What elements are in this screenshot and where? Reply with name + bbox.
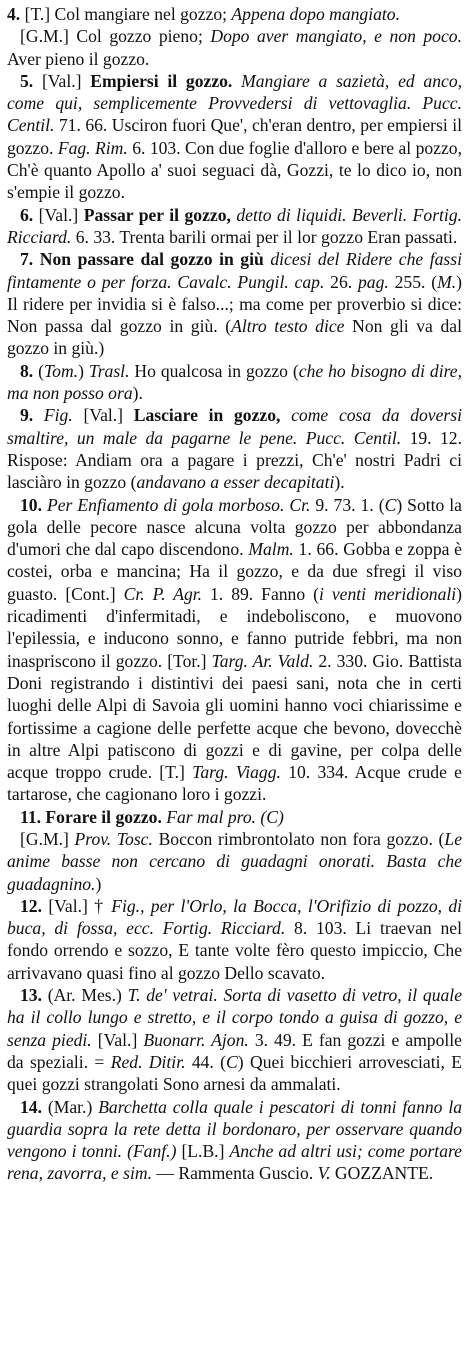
entry-text-segment: 2. 330. Gio. Battista Doni registrando i distintivi dei paesi sani, nota che in certi luoghi delle Alpi di Savoia gli uomini hanno voci chiarissime e fortissime a cagione delle perfette acque che bevono, dovecchè in altre Alpi patiscono di gozzi e di gavine, per colpa delle acque troppo crude. [T.] xyxy=(7,650,462,783)
entry-text-segment: ). xyxy=(334,472,345,493)
entry-text-segment: 6. xyxy=(20,204,39,225)
dictionary-entry-e14 xyxy=(7,1096,462,1185)
entry-text-segment: 12. xyxy=(20,895,49,916)
entry-text-segment: Far mal pro. (C) xyxy=(161,806,284,827)
dictionary-entry-e7 xyxy=(7,248,462,359)
entry-text-segment: Ho qualcosa in gozzo ( xyxy=(129,360,299,381)
entry-text-segment: 44. ( xyxy=(185,1051,227,1072)
entry-text-segment: che ho bisogno di dire, ma non posso ora xyxy=(7,360,463,404)
entry-text-segment: Aver pieno il gozzo. xyxy=(7,48,150,69)
entry-text-segment: 26. xyxy=(324,271,358,292)
entry-text-segment: [G.M.] Col gozzo pieno; xyxy=(20,26,211,47)
entry-text-segment: Per Enfiamento di gola morboso. Cr. xyxy=(46,494,311,515)
entry-text-segment: Lasciare in gozzo, xyxy=(133,405,281,426)
entry-text-segment: 7. Non passare dal gozzo in giù xyxy=(20,249,264,270)
entry-text-segment: 1. 89. Fanno ( xyxy=(202,583,319,604)
dictionary-entry-e4gm xyxy=(7,25,462,70)
entry-text-segment: Le anime basse non cercano di guadagni onorati. Basta che guadagnino. xyxy=(7,828,462,894)
entry-text-segment: 8. 103. Li traevan nel fondo orrendo e sozzo, E tante volte fèro questo impiccio, Che arrivavano quasi fino al gozzo Dello scavato. xyxy=(7,918,462,983)
entry-text-segment: Prov. Tosc. xyxy=(74,828,153,849)
entry-text-segment: V. xyxy=(317,1163,331,1184)
dictionary-entry-e5 xyxy=(7,70,462,204)
entry-text-segment: Fig., per l'Orlo, la Bocca, l'Orifizio di pozzo, di buca, di fossa, ecc. Fortig. Ricciard. xyxy=(7,895,463,939)
dictionary-entry-e12 xyxy=(7,895,462,984)
entry-text-segment: i venti meridionali xyxy=(319,583,457,604)
entry-text-segment: Altro testo dice xyxy=(231,316,345,337)
entry-text-segment: 71. 66. Usciron fuori Que', ch'eran dentro, per empiersi il gozzo. xyxy=(7,115,462,158)
dictionary-entry-e8 xyxy=(7,360,462,405)
entry-text-segment: [Val.] xyxy=(72,405,134,426)
entry-text-segment: 13. xyxy=(20,985,48,1006)
entry-text-segment: [G.M.] xyxy=(20,828,75,849)
entry-text-segment: pag. xyxy=(358,271,389,292)
entry-text-segment: Non gli va dal gozzo in giù.) xyxy=(7,316,462,359)
entry-text-segment: Anche ad altri usi; come portare rena, zavorra, e sim. xyxy=(7,1141,462,1184)
entry-text-segment: [Val.] † xyxy=(48,895,112,916)
entry-text-segment: Passar per il gozzo, xyxy=(83,204,231,225)
entry-text-segment: 9. xyxy=(20,405,44,426)
entry-text-segment: Fig. xyxy=(43,405,73,426)
entry-text-segment: (Mar.) xyxy=(47,1096,99,1117)
entry-text-segment: ) Sotto la gola delle pecore nasce alcuna volta gozzo per abbondanza d'umori che dal capo discendono. xyxy=(7,494,462,560)
entry-text-segment: ( xyxy=(38,360,44,381)
entry-text-segment: C xyxy=(226,1051,238,1072)
entry-text-segment: Malm. xyxy=(248,539,294,560)
dictionary-entry-e9 xyxy=(7,404,462,493)
entry-text-segment: ) Il ridere per invidia si è falso...; ma come per proverbio si dice: Non passa dal gozzo in giù. ( xyxy=(7,271,463,337)
entry-text-segment: 9. 73. 1. ( xyxy=(310,494,385,515)
entry-text-segment: Buonarr. Ajon. xyxy=(143,1029,249,1050)
entry-text-segment: ) Quei bicchieri arrovesciati, E quei gozzi strangolati Sono arnesi da ammalati. xyxy=(7,1051,462,1095)
entry-text-segment: ) xyxy=(78,360,89,381)
entry-text-segment: Cr. P. Agr. xyxy=(123,583,203,604)
entry-text-segment: ). xyxy=(132,383,143,404)
dictionary-entry-e4 xyxy=(7,3,462,25)
entry-text-segment: Forare il gozzo. xyxy=(45,806,162,827)
dictionary-entry-e6 xyxy=(7,204,462,249)
entry-text-segment: ) ricadimenti d'infermitadi, e indeboliscono, e muovono l'epilessia, e inducono sonno, e fanno putride febbri, ma non inaspriscono il gozzo. [Tor.] xyxy=(7,583,463,671)
entry-text-segment: Tom. xyxy=(44,360,79,381)
entry-text-segment: Mangiare a sazietà, ed anco, come qui, semplicemente Provvedersi di vettovaglia. Pucc. Centil. xyxy=(7,70,463,136)
entry-text-segment: 255. ( xyxy=(388,271,438,292)
entry-text-segment: Empiersi il gozzo. xyxy=(90,70,233,91)
entry-text-segment: come cosa da doversi smaltire, un male da pagarne le pene. Pucc. Centil. xyxy=(7,405,462,448)
entry-text-segment: 11. xyxy=(20,806,46,827)
entry-text-segment: Targ. Viagg. xyxy=(192,762,281,783)
entry-text-segment: Boccon rimbrontolato non fora gozzo. ( xyxy=(152,828,445,849)
entry-text-segment: 3. 49. E fan gozzi e ampolle da speziali. = xyxy=(7,1029,462,1072)
entry-text-segment: 19. 12. Rispose: Andiam ora a pagare i prezzi, Ch'e' nostri Padri ci lasciàro in gozzo ( xyxy=(7,427,462,493)
entry-list xyxy=(7,3,462,1185)
entry-text-segment: Targ. Ar. Vald. xyxy=(211,650,314,671)
entry-text-segment: 10. 334. Acque crude e tartarose, che cagionano loro i gozzi. xyxy=(7,762,462,805)
entry-text-segment: Trasl. xyxy=(88,360,130,381)
entry-text-segment: [Val.] xyxy=(38,204,84,225)
entry-text-segment: [T.] Col mangiare nel gozzo; xyxy=(24,4,232,24)
entry-text-segment: [Val.] xyxy=(91,1029,144,1050)
entry-text-segment: detto di liquidi. Beverli. Fortig. Ricciard. xyxy=(7,204,463,247)
entry-text-segment: Red. Ditir. xyxy=(110,1051,186,1072)
entry-text-segment: [Val.] xyxy=(41,70,91,91)
entry-text-segment: 6. 33. Trenta barili ormai per il lor gozzo Eran passati. xyxy=(71,226,458,247)
entry-text-segment: 5. xyxy=(20,70,42,91)
dictionary-entry-e11gm xyxy=(7,828,462,895)
entry-text-segment: Dopo aver mangiato, e non poco. xyxy=(210,26,462,47)
entry-text-segment: 1. 66. Gobba e zoppa è costei, orba e mancina; Ha il gozzo, e da due sfregi il viso guasto. [Cont.] xyxy=(7,539,462,604)
entry-text-segment: C xyxy=(384,494,397,515)
entry-text-segment: Fag. Rim. xyxy=(57,137,128,158)
entry-text-segment: Appena dopo mangiato. xyxy=(231,4,400,24)
entry-text-segment: 6. 103. Con due foglie d'alloro e bere al pozzo, Ch'è quanto Apollo a' suoi seguaci dà, Gozzi, te lo dico io, non s'empie il gozzo. xyxy=(7,137,462,203)
entry-text-segment: 8. xyxy=(20,360,39,381)
entry-text-segment: [L.B.] xyxy=(176,1141,230,1162)
entry-text-segment: Barchetta colla quale i pescatori di tonni fanno la guardia sopra la rete detta il bordonaro, per osservare quando vengono i tonni. (Fanf.) xyxy=(7,1096,463,1162)
entry-text-segment: dicesi del Ridere che fassi fintamente o per forza. Cavalc. Pungil. cap. xyxy=(7,249,462,292)
entry-text-segment: — Rammenta Guscio. xyxy=(151,1163,318,1184)
entry-text-segment: ) xyxy=(95,873,102,894)
entry-text-segment: M. xyxy=(437,271,457,292)
dictionary-entry-e10 xyxy=(7,494,462,806)
entry-text-segment: andavano a esser decapitati xyxy=(136,472,335,493)
entry-text-segment: 10. xyxy=(20,494,47,515)
entry-text-segment: 14. xyxy=(20,1096,48,1117)
entry-text-segment: T. de' vetrai. Sorta di vasetto di vetro, il quale ha il collo lungo e stretto, e il corpo tondo a guisa di gozzo, e senza piedi. xyxy=(7,985,463,1050)
entry-text-segment: 4. xyxy=(7,4,25,24)
dictionary-entry-e11 xyxy=(7,806,462,828)
entry-text-segment: GOZZANTE. xyxy=(330,1163,434,1184)
entry-text-segment: (Ar. Mes.) xyxy=(47,985,128,1006)
dictionary-entry-e13 xyxy=(7,984,462,1095)
